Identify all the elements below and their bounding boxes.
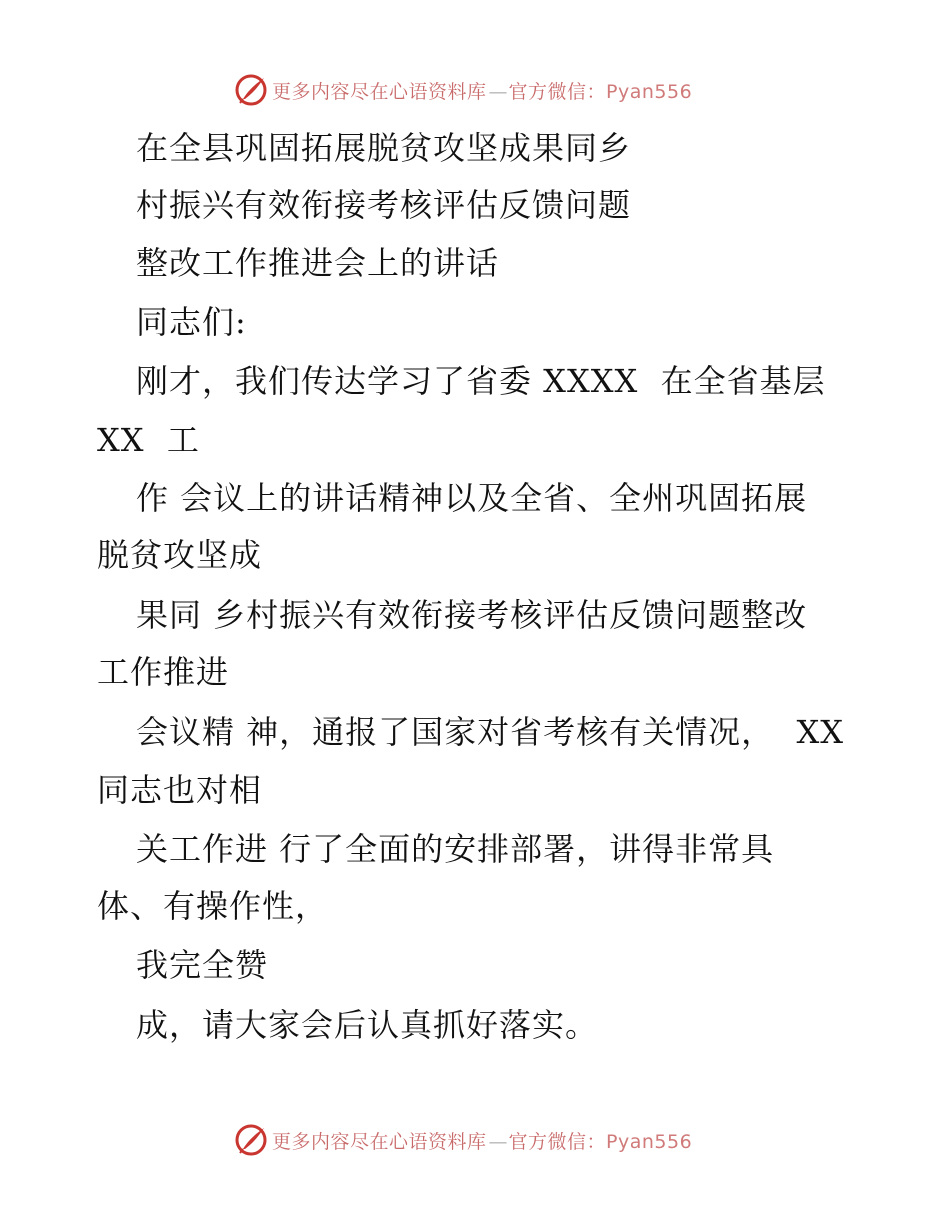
paragraph-line: 工作推进 — [97, 653, 230, 691]
title-line-1: 在全县巩固拓展脱贫攻坚成果同乡 — [136, 129, 632, 167]
paragraph-line: 作 会议上的讲话精神以及全省、全州巩固拓展 — [136, 479, 808, 517]
paragraph-line: 刚才，我们传达学习了省委 XXXX 在全省基层 — [136, 362, 826, 400]
watermark-text: 更多内容尽在心语资料库 — 官方微信：Pyan556 — [272, 80, 693, 103]
paragraph-line: 我完全赞 — [136, 946, 269, 984]
paragraph-line: 体、有操作性， — [97, 887, 329, 925]
paragraph-line: 脱贫攻坚成 — [97, 536, 263, 574]
paragraph-line: 成，请大家会后认真抓好落实。 — [136, 1006, 599, 1044]
paragraph-line: 会议精 神，通报了国家对省考核有关情况， XX — [136, 713, 845, 751]
paragraph-line: 关工作进 行了全面的安排部署，讲得非常具 — [136, 830, 775, 868]
paragraph-line: 果同 乡村振兴有效衔接考核评估反馈问题整改 — [136, 596, 808, 634]
title-line-3: 整改工作推进会上的讲话 — [136, 244, 500, 282]
paragraph-line: 同志也对相 — [97, 771, 263, 809]
footer-watermark — [234, 1122, 714, 1158]
title-line-2: 村振兴有效衔接考核评估反馈问题 — [136, 186, 632, 224]
watermark-text: 更多内容尽在心语资料库 — 官方微信：Pyan556 — [272, 1130, 693, 1153]
paragraph-line: XX 工 — [97, 421, 200, 459]
quill-logo-icon — [234, 1123, 268, 1157]
salutation: 同志们: — [136, 303, 247, 341]
